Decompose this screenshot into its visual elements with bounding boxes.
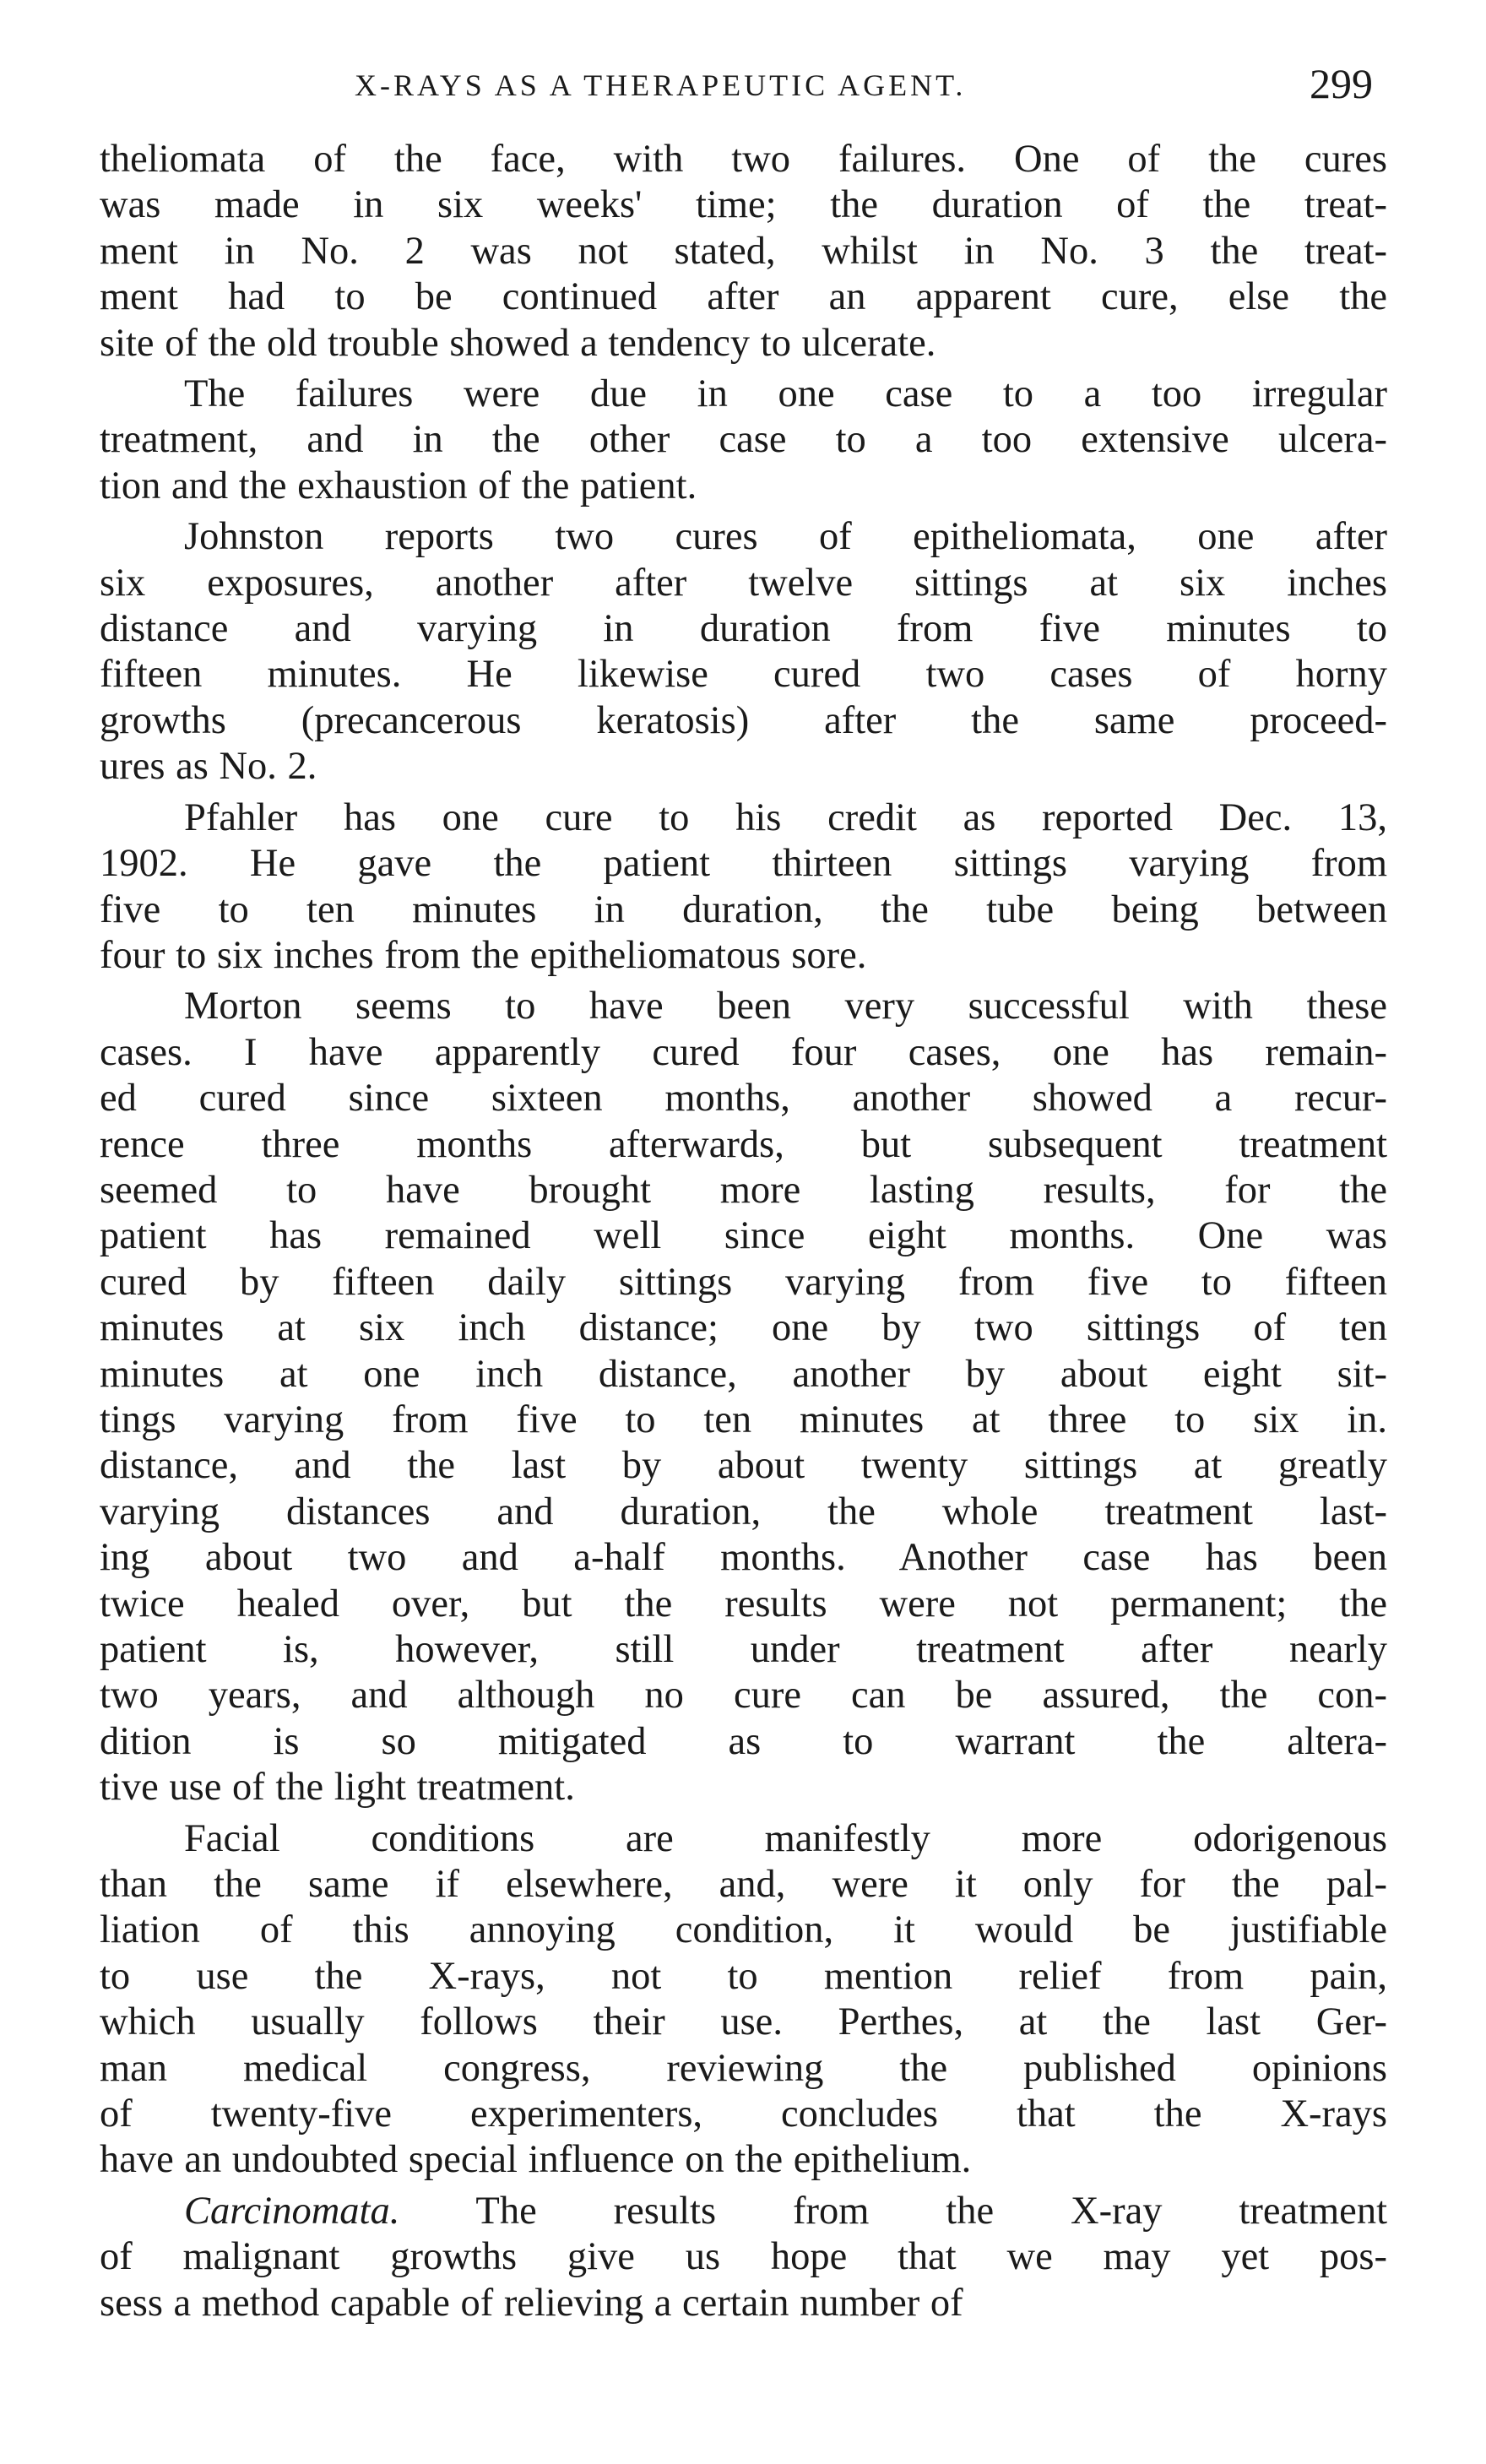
text-line: four to six inches from the epitheliomatous sore.: [100, 933, 867, 977]
text-line: cases. I have apparently cured four cases, one has remain-: [100, 1030, 1387, 1074]
text-line: patient is, however, still under treatment after nearly: [100, 1628, 1387, 1671]
paragraph: [100, 137, 1387, 366]
text-line: tive use of the light treatment.: [100, 1766, 575, 1810]
text-line: fifteen minutes. He likewise cured two cases of horny: [100, 653, 1387, 697]
text-line: treatment, and in the other case to a too extensive ulcera-: [100, 418, 1387, 462]
paragraph: [100, 372, 1387, 509]
text-line: distance, and the last by about twenty sittings at greatly: [100, 1444, 1387, 1488]
text-line: rence three months afterwards, but subsequent treatment: [100, 1122, 1387, 1166]
page-number: 299: [1310, 60, 1373, 107]
text-line: five to ten minutes in duration, the tube being between: [100, 887, 1387, 931]
text-line: Morton seems to have been very successful with these: [184, 985, 1387, 1028]
paragraph: [100, 984, 1387, 1810]
paragraph: [100, 1816, 1387, 2184]
text-line: tings varying from five to ten minutes at three to six in.: [100, 1398, 1387, 1441]
text-line: which usually follows their use. Perthes, at the last Ger-: [100, 2000, 1387, 2044]
body-text: [100, 137, 1387, 2326]
text-line-rest: The results from the X-ray treatment: [399, 2189, 1387, 2233]
text-line: Johnston reports two cures of epitheliomata, one after: [184, 515, 1387, 559]
text-line: have an undoubted special influence on the epithelium.: [100, 2138, 972, 2182]
page-header: [101, 52, 1393, 120]
text-line: seemed to have brought more lasting results, for the: [100, 1168, 1387, 1212]
text-line: tion and the exhaustion of the patient.: [100, 464, 697, 507]
text-line: patient has remained well since eight months. One was: [100, 1214, 1387, 1258]
text-line: site of the old trouble showed a tendency to ulcerate.: [100, 321, 936, 365]
italic-heading: Carcinomata.: [184, 2189, 400, 2233]
text-line: sess a method capable of relieving a certain number of: [100, 2281, 963, 2325]
text-line: minutes at one inch distance, another by about eight sit-: [100, 1352, 1387, 1396]
paragraph: [100, 514, 1387, 790]
text-line: 1902. He gave the patient thirteen sittings varying from: [100, 842, 1387, 886]
text-line: two years, and although no cure can be assured, the con-: [100, 1674, 1387, 1718]
text-line: ed cured since sixteen months, another showed a recur-: [100, 1077, 1387, 1121]
text-line: ures as No. 2.: [100, 745, 317, 789]
running-head: X-RAYS AS A THERAPEUTIC AGENT.: [355, 68, 967, 102]
text-line: twice healed over, but the results were not permanent; the: [100, 1582, 1387, 1625]
text-line: varying distances and duration, the whole treatment last-: [100, 1490, 1387, 1533]
text-line: minutes at six inch distance; one by two sittings of ten: [100, 1306, 1387, 1350]
text-line: of twenty-five experimenters, concludes that the X-rays: [100, 2092, 1387, 2136]
text-line: liation of this annoying condition, it would be justifiable: [100, 1908, 1387, 1952]
text-line: was made in six weeks' time; the duration of the treat-: [100, 183, 1387, 227]
text-line: than the same if elsewhere, and, were it only for the pal-: [100, 1863, 1387, 1907]
text-line: to use the X-rays, not to mention relief from pain,: [100, 1954, 1387, 1998]
text-line: Facial conditions are manifestly more odorigenous: [184, 1816, 1387, 1860]
text-line: [100, 2189, 1387, 2234]
text-line: distance and varying in duration from five minutes to: [100, 607, 1387, 651]
text-line: man medical congress, reviewing the published opinions: [100, 2046, 1387, 2090]
text-line: ment in No. 2 was not stated, whilst in No. 3 the treat-: [100, 229, 1387, 273]
text-line: ing about two and a-half months. Another case has been: [100, 1536, 1387, 1580]
paragraph: [100, 2189, 1387, 2326]
text-line: ment had to be continued after an apparent cure, else the: [100, 275, 1387, 319]
paragraph: [100, 795, 1387, 980]
text-line: growths (precancerous keratosis) after the same proceed-: [100, 698, 1387, 742]
text-line: six exposures, another after twelve sittings at six inches: [100, 561, 1387, 605]
text-line: Pfahler has one cure to his credit as reported Dec. 13,: [184, 795, 1387, 839]
text-line: cured by fifteen daily sittings varying from five to fifteen: [100, 1260, 1387, 1304]
text-line: dition is so mitigated as to warrant the altera-: [100, 1719, 1387, 1763]
text-line: theliomata of the face, with two failures. One of the cures: [100, 138, 1387, 181]
text-line: of malignant growths give us hope that we may yet pos-: [100, 2235, 1387, 2279]
text-line: The failures were due in one case to a too irregular: [184, 372, 1387, 416]
